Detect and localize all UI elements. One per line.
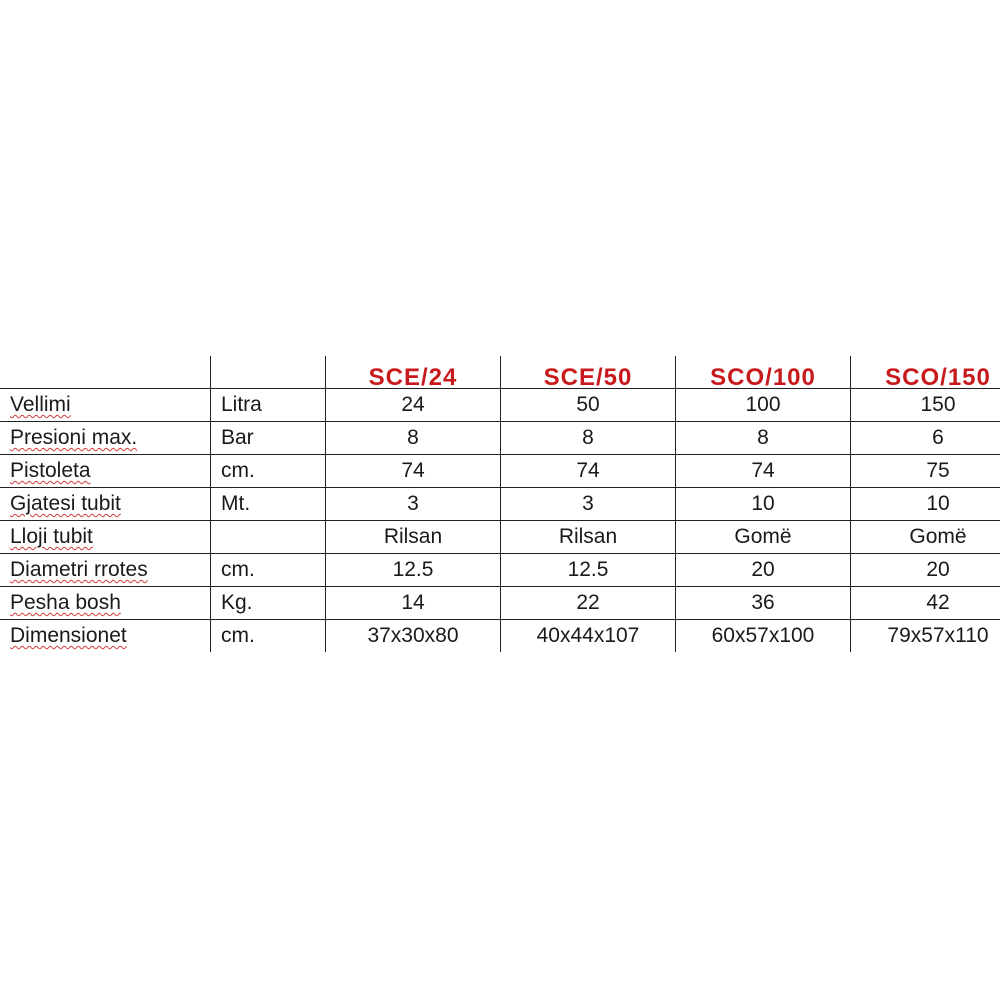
model-header (501, 356, 676, 389)
row-label: Presioni max. (10, 426, 138, 449)
table-row (0, 587, 1000, 620)
row-unit: cm. (211, 620, 326, 653)
table-row (0, 521, 1000, 554)
row-value: Rilsan (501, 521, 676, 554)
row-label: Gjatesi tubit (10, 492, 121, 515)
row-value: 10 (676, 488, 851, 521)
row-value: Rilsan (326, 521, 501, 554)
row-value: 60x57x100 (676, 620, 851, 653)
row-label-cell (0, 521, 211, 554)
row-value: 12.5 (326, 554, 501, 587)
row-unit: Litra (211, 389, 326, 422)
header-row (0, 356, 1000, 389)
row-unit: cm. (211, 455, 326, 488)
row-label: Pesha bosh (10, 591, 121, 614)
row-label-cell (0, 587, 211, 620)
row-value: 100 (676, 389, 851, 422)
model-name: SCO/100 (710, 364, 816, 389)
row-value: 36 (676, 587, 851, 620)
model-name: SCE/50 (543, 364, 633, 389)
row-value: 3 (326, 488, 501, 521)
model-header (326, 356, 501, 389)
row-label: Pistoleta (10, 459, 91, 482)
row-unit: Mt. (211, 488, 326, 521)
table-row (0, 554, 1000, 587)
row-unit (211, 521, 326, 554)
row-value: 22 (501, 587, 676, 620)
model-header (676, 356, 851, 389)
row-value: Gomë (676, 521, 851, 554)
row-value: 6 (851, 422, 1000, 455)
row-value: 50 (501, 389, 676, 422)
row-label-cell (0, 389, 211, 422)
row-value: 8 (676, 422, 851, 455)
row-value: 79x57x110 (851, 620, 1000, 653)
row-label-cell (0, 620, 211, 653)
row-value: 20 (676, 554, 851, 587)
row-unit: cm. (211, 554, 326, 587)
row-label: Vellimi (10, 393, 71, 416)
table-row (0, 455, 1000, 488)
row-value: 8 (326, 422, 501, 455)
row-value: 42 (851, 587, 1000, 620)
row-label-cell (0, 554, 211, 587)
row-label-cell (0, 455, 211, 488)
row-value: 40x44x107 (501, 620, 676, 653)
row-value: 150 (851, 389, 1000, 422)
table-row (0, 620, 1000, 653)
row-value: 12.5 (501, 554, 676, 587)
row-label: Dimensionet (10, 624, 127, 647)
row-value: 74 (501, 455, 676, 488)
model-name: SCE/24 (368, 364, 458, 389)
table-row (0, 389, 1000, 422)
row-value: 14 (326, 587, 501, 620)
header-empty-unit (211, 356, 326, 389)
model-header (851, 356, 1000, 389)
model-name: SCO/150 (885, 364, 991, 389)
row-value: 75 (851, 455, 1000, 488)
row-unit: Bar (211, 422, 326, 455)
row-label-cell (0, 488, 211, 521)
row-value: 3 (501, 488, 676, 521)
row-value: 20 (851, 554, 1000, 587)
row-value: Gomë (851, 521, 1000, 554)
row-unit: Kg. (211, 587, 326, 620)
row-value: 8 (501, 422, 676, 455)
row-value: 10 (851, 488, 1000, 521)
row-value: 24 (326, 389, 501, 422)
row-value: 37x30x80 (326, 620, 501, 653)
table-row (0, 422, 1000, 455)
row-label-cell (0, 422, 211, 455)
header-empty-label (0, 356, 211, 389)
row-value: 74 (676, 455, 851, 488)
row-label: Diametri rrotes (10, 558, 148, 581)
row-value: 74 (326, 455, 501, 488)
row-label: Lloji tubit (10, 525, 93, 548)
spec-table (0, 356, 1000, 652)
table-row (0, 488, 1000, 521)
